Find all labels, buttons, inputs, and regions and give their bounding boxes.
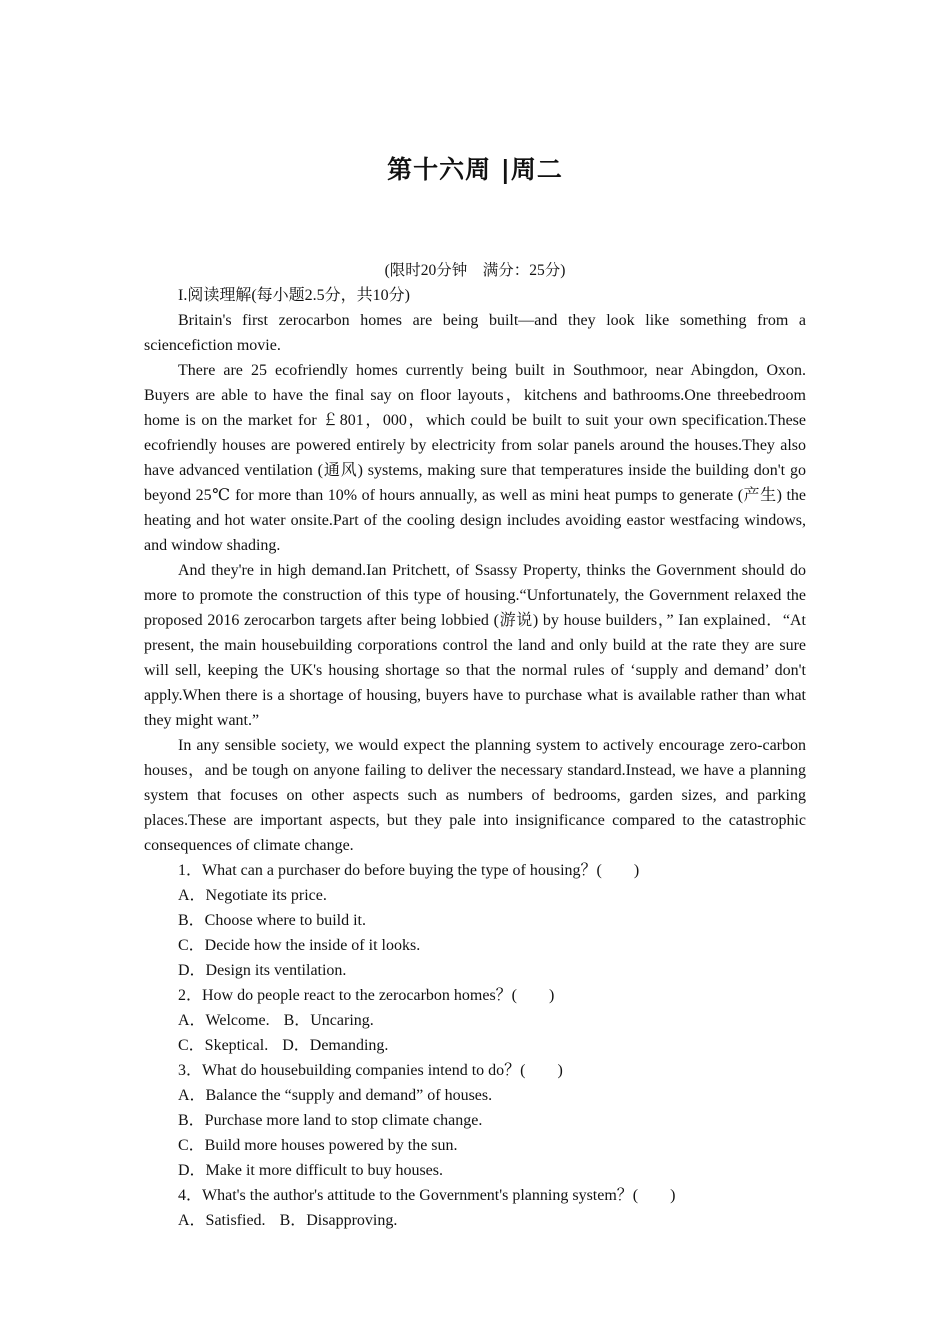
passage-paragraph: In any sensible society, we would expect the planning system to actively encourage zero-carbon houses，and be tough on anyone failing to deliver the necessary standard.Instead, we have a planning system that focuses on other aspects such as numbers of bedrooms, garden sizes, and parking places.These are important aspects, but they pale into insignificance compared to the catastrophic consequences of climate change. bbox=[144, 737, 806, 854]
question-1 bbox=[144, 858, 806, 983]
answer-option-row bbox=[144, 1208, 806, 1233]
question-stem: 3．What do housebuilding companies intend to do？( ) bbox=[178, 1062, 563, 1079]
passage-paragraph: And they're in high demand.Ian Pritchett, of Ssassy Property, thinks the Government should do more to promote the construction of this type of housing.“Unfortunately, the Government relaxed the proposed 2016 zerocarbon targets after being lobbied (游说) by house builders，” Ian explained．“At present, the main housebuilding corporations control the land and only build at the rate they are sure will sell, keeping the UK's housing shortage so that the normal rules of ‘supply and demand’ don't apply.When there is a shortage of housing, buyers have to purchase what is available rather than what they might want.” bbox=[144, 562, 806, 729]
answer-option[interactable]: C．Decide how the inside of it looks. bbox=[178, 937, 421, 954]
passage-paragraph: There are 25 ecofriendly homes currently being built in Southmoor, near Abingdon, Oxon. Buyers are able to have the final say on floor layouts，kitchens and bathrooms.One threebedroom home is on the market for ￡801，000，which could be built to suit your own specification.These ecofriendly houses are powered entirely by electricity from solar panels around the houses.They also have advanced ventilation (通风) systems, making sure that temperatures inside the building don't go beyond 25℃ for more than 10% of hours annually, as well as mini heat pumps to generate (产生) the heating and hot water onsite.Part of the cooling design includes avoiding eastor westfacing windows, and window shading. bbox=[144, 362, 806, 554]
answer-option-row bbox=[144, 1008, 806, 1033]
time-limit-note: (限时20分钟 满分：25分) bbox=[384, 262, 566, 279]
answer-option[interactable]: A．Welcome. bbox=[178, 1012, 270, 1029]
answer-option[interactable]: B．Disapproving. bbox=[279, 1212, 398, 1229]
answer-option[interactable]: B．Uncaring. bbox=[283, 1012, 374, 1029]
answer-option[interactable]: D．Make it more difficult to buy houses. bbox=[178, 1162, 444, 1179]
answer-option[interactable]: D．Design its ventilation. bbox=[178, 962, 347, 979]
answer-option[interactable]: D．Demanding. bbox=[282, 1037, 389, 1054]
answer-option[interactable]: B．Purchase more land to stop climate change. bbox=[178, 1112, 483, 1129]
answer-option[interactable]: A．Balance the “supply and demand” of houses. bbox=[178, 1087, 493, 1104]
question-3 bbox=[144, 1058, 806, 1183]
question-2 bbox=[144, 983, 806, 1058]
answer-option[interactable]: B．Choose where to build it. bbox=[178, 912, 366, 929]
worksheet-page bbox=[144, 150, 806, 1233]
answer-option[interactable]: C．Build more houses powered by the sun. bbox=[178, 1137, 458, 1154]
question-stem: 1．What can a purchaser do before buying the type of housing？( ) bbox=[178, 862, 640, 879]
answer-option[interactable]: A．Satisfied. bbox=[178, 1212, 266, 1229]
page-title: 第十六周 |周二 bbox=[387, 155, 563, 184]
question-4 bbox=[144, 1183, 806, 1233]
question-stem: 4．What's the author's attitude to the Government's planning system？( ) bbox=[178, 1187, 676, 1204]
answer-option-row bbox=[144, 1033, 806, 1058]
passage-paragraph: Britain's first zerocarbon homes are being built—and they look like something from a sciencefiction movie. bbox=[144, 312, 806, 354]
answer-option[interactable]: A．Negotiate its price. bbox=[178, 887, 327, 904]
answer-option[interactable]: C．Skeptical. bbox=[178, 1037, 269, 1054]
question-stem: 2．How do people react to the zerocarbon homes？( ) bbox=[178, 987, 555, 1004]
section-heading: I.阅读理解(每小题2.5分，共10分) bbox=[178, 287, 410, 304]
